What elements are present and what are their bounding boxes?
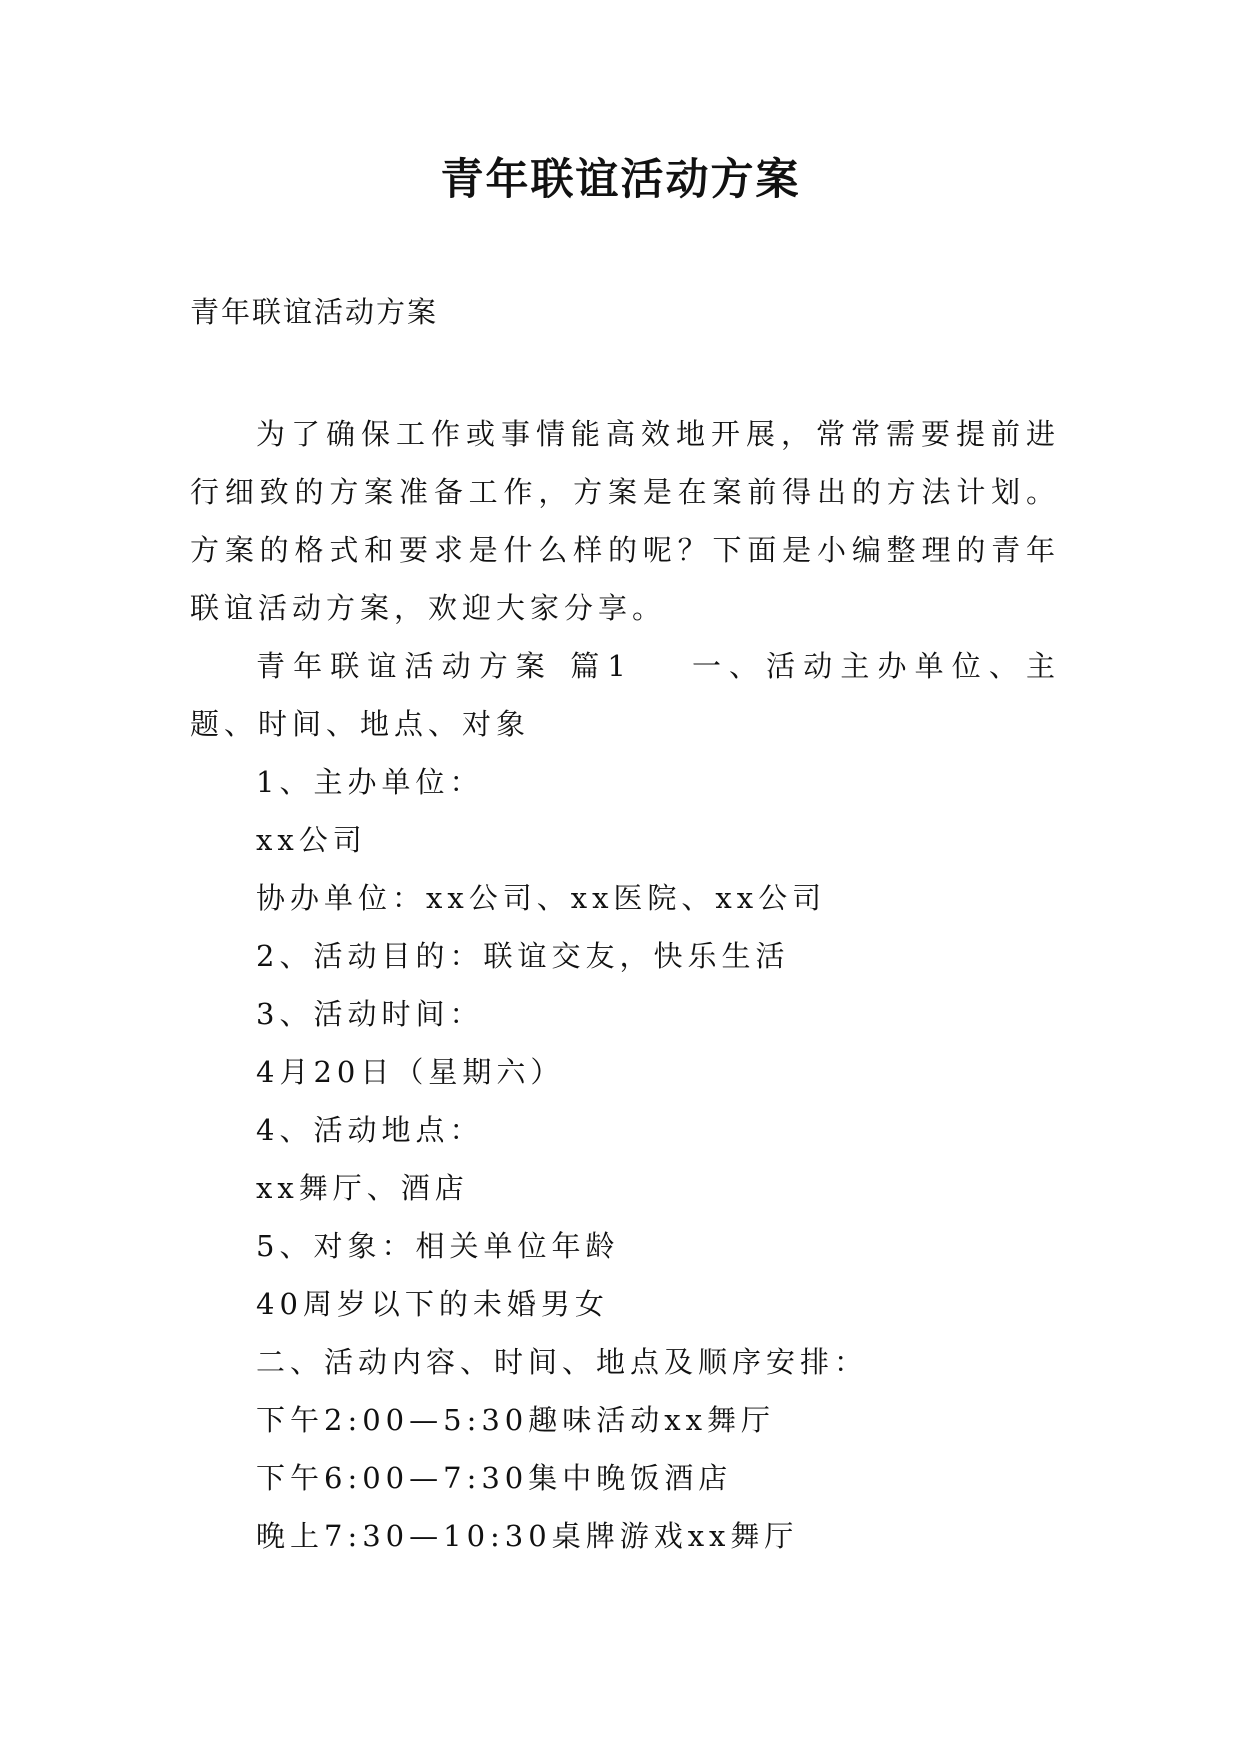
body-line: 二、活动内容、时间、地点及顺序安排： (256, 1345, 869, 1379)
body-line: 3、活动时间： (256, 997, 484, 1031)
body-line: xx舞厅、酒店 (256, 1171, 469, 1205)
body-line: 4月20日（星期六） (256, 1055, 565, 1089)
intro-paragraph: 为了确保工作或事情能高效地开展，常常需要提前进行细致的方案准备工作，方案是在案前得出的方法计划。方案的格式和要求是什么样的呢？下面是小编整理的青年联谊活动方案，欢迎大家分享。 (190, 417, 1060, 625)
section-subtitle: 一、活动主办单位、主题、时间、地点、对象 (190, 649, 1060, 741)
section-heading-paragraph (190, 637, 1060, 753)
body-line: xx公司 (256, 823, 367, 857)
document-body (190, 405, 1060, 1565)
body-line: 1、主办单位： (256, 765, 484, 799)
body-line: 40周岁以下的未婚男女 (256, 1287, 609, 1321)
document-subtitle: 青年联谊活动方案 (190, 295, 439, 329)
body-line: 晚上7:30—10:30桌牌游戏xx舞厅 (256, 1519, 799, 1553)
section-title: 青年联谊活动方案 篇1 (256, 649, 631, 683)
body-line: 协办单位：xx公司、xx医院、xx公司 (256, 881, 827, 915)
document-title: 青年联谊活动方案 (440, 155, 801, 205)
body-line: 4、活动地点： (256, 1113, 484, 1147)
body-line: 5、对象：相关单位年龄 (256, 1229, 620, 1263)
body-line: 2、活动目的：联谊交友，快乐生活 (256, 939, 790, 973)
body-line: 下午2:00—5:30趣味活动xx舞厅 (256, 1403, 775, 1437)
body-line: 下午6:00—7:30集中晚饭酒店 (256, 1461, 733, 1495)
